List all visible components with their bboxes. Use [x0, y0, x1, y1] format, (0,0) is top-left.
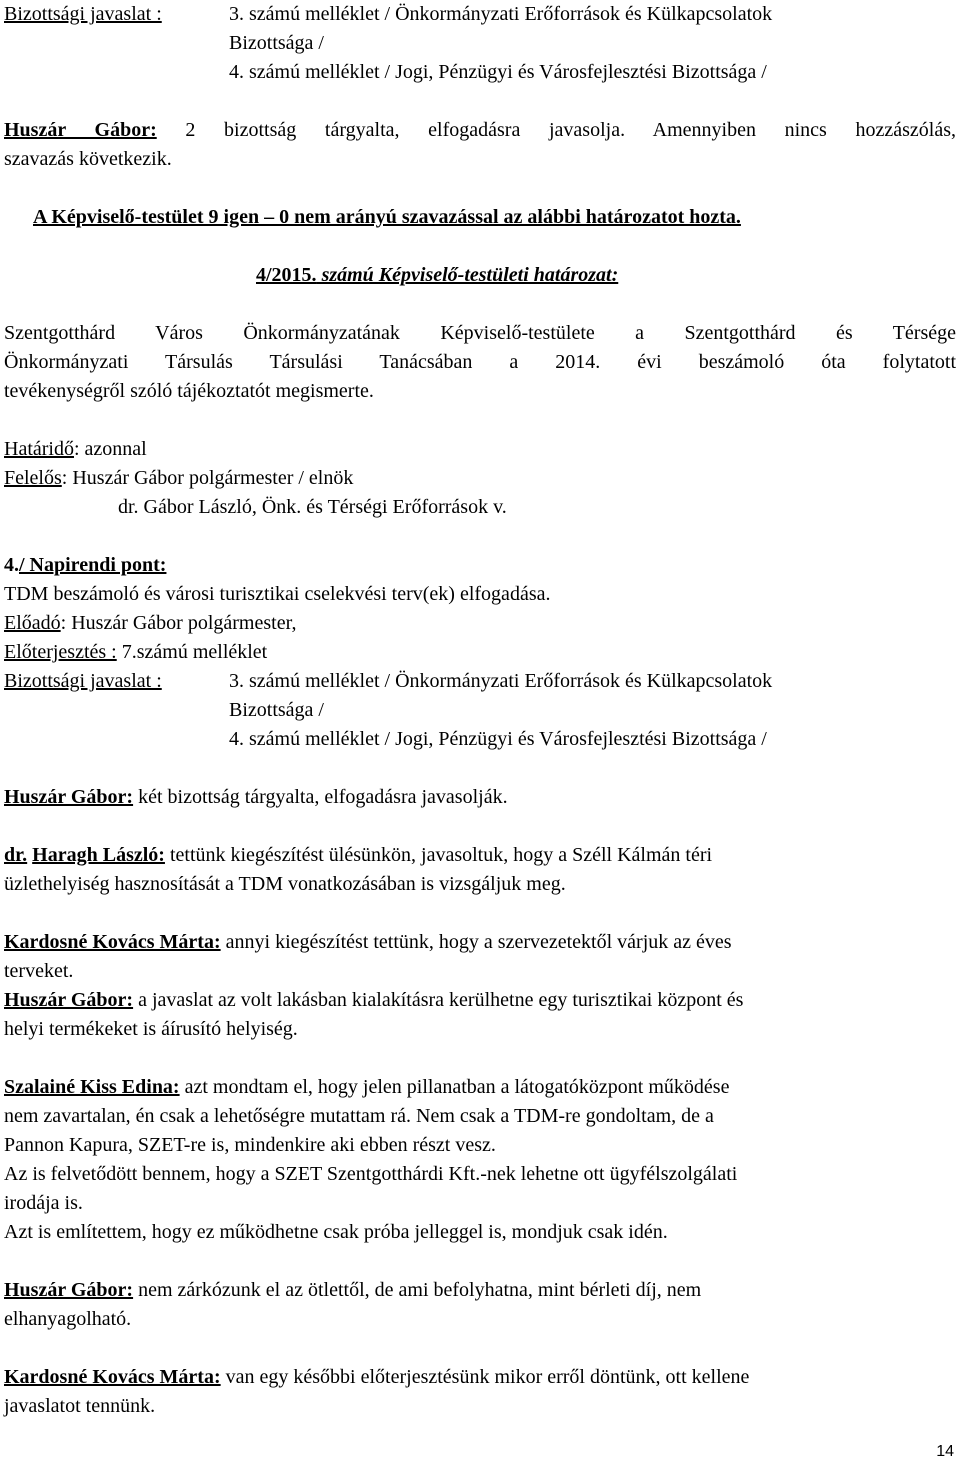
page-number: 14 [936, 1443, 954, 1460]
committee-proposal-line: 3. számú melléklet / Önkormányzati Erőforrások és Külkapcsolatok [229, 670, 773, 692]
deadline: Határidő: azonnal [4, 438, 147, 460]
speech-line: irodája is. [4, 1192, 83, 1214]
speech-paragraph: Kardosné Kovács Márta: annyi kiegészítést tettünk, hogy a szervezetektől várjuk az éves [4, 931, 732, 953]
speech-line: Azt is említettem, hogy ez működhetne csak próba jelleggel is, mondjuk csak idén. [4, 1221, 668, 1243]
speaker-name: Szalainé Kiss Edina: [4, 1076, 180, 1098]
speaker-name: Huszár Gábor: [4, 1279, 134, 1301]
resolution-text-line: tevékenységről szóló tájékoztatót megismerte. [4, 380, 374, 402]
committee-proposal-line: Bizottsága / [229, 32, 324, 54]
speaker-name: Huszár Gábor: [4, 119, 157, 141]
speech-paragraph: Kardosné Kovács Márta: van egy későbbi előterjesztésünk mikor erről döntünk, ott kellene [4, 1366, 750, 1388]
speaker-name: Huszár Gábor: [4, 786, 134, 808]
speech-paragraph: Huszár Gábor: a javaslat az volt lakásban kialakításra kerülhetne egy turisztikai központ és [4, 989, 744, 1011]
committee-proposal-label: Bizottsági javaslat : [4, 3, 162, 25]
speech-paragraph: Huszár Gábor: 2 bizottság tárgyalta, elfogadásra javasolja. Amennyiben nincs hozzászólás, [4, 119, 956, 141]
vote-result: A Képviselő-testület 9 igen – 0 nem arányú szavazással az alábbi határozatot hozta. [33, 206, 741, 228]
agenda-title: TDM beszámoló és városi turisztikai cselekvési terv(ek) elfogadása. [4, 583, 551, 605]
speech-line: Az is felvetődött bennem, hogy a SZET Szentgotthárdi Kft.-nek lehetne ott ügyfélszolgálati [4, 1163, 738, 1185]
speech-paragraph: Szalainé Kiss Edina: azt mondtam el, hogy jelen pillanatban a látogatóközpont működése [4, 1076, 730, 1098]
submission: Előterjesztés : 7.számú melléklet [4, 641, 268, 663]
speech-line: javaslatot tennünk. [4, 1395, 156, 1417]
committee-proposal-line: Bizottsága / [229, 699, 324, 721]
committee-proposal-label: Bizottsági javaslat : [4, 670, 162, 692]
agenda-heading: 4./ Napirendi pont: [4, 554, 167, 576]
speech-line: szavazás következik. [4, 148, 172, 170]
speaker-name: Kardosné Kovács Márta: [4, 1366, 221, 1388]
speech-paragraph: Huszár Gábor: két bizottság tárgyalta, elfogadásra javasolják. [4, 786, 508, 808]
speech-paragraph: Huszár Gábor: nem zárkózunk el az ötlettől, de ami befolyhatna, mint bérleti díj, nem [4, 1279, 702, 1301]
resolution-text-line: Szentgotthárd Város Önkormányzatának Képviselő-testülete a Szentgotthárd és Térsége [4, 322, 956, 344]
speech-line: Pannon Kapura, SZET-re is, mindenkire aki ebben részt vesz. [4, 1134, 496, 1156]
speech-line: helyi termékeket is áírusító helyiség. [4, 1018, 298, 1040]
speech-line: nem zavartalan, én csak a lehetőségre mutattam rá. Nem csak a TDM-re gondoltam, de a [4, 1105, 714, 1127]
speech-paragraph: dr. Haragh László: tettünk kiegészítést ülésünkön, javasoltuk, hogy a Széll Kálmán téri [4, 844, 713, 866]
speech-line: terveket. [4, 960, 74, 982]
committee-proposal-line: 4. számú melléklet / Jogi, Pénzügyi és Városfejlesztési Bizottsága / [229, 728, 767, 750]
responsible: Felelős: Huszár Gábor polgármester / elnök [4, 467, 354, 489]
speech-line: üzlethelyiség hasznosítását a TDM vonatkozásában is vizsgáljuk meg. [4, 873, 566, 895]
speaker-name: Haragh László: [32, 844, 165, 866]
resolution-title: 4/2015. számú Képviselő-testületi határozat: [256, 264, 619, 286]
committee-proposal-line: 4. számú melléklet / Jogi, Pénzügyi és Városfejlesztési Bizottsága / [229, 61, 767, 83]
speech-line: elhanyagolható. [4, 1308, 132, 1330]
speaker-name: Kardosné Kovács Márta: [4, 931, 221, 953]
responsible-secondary: dr. Gábor László, Önk. és Térségi Erőforrások v. [118, 496, 507, 518]
committee-proposal-line: 3. számú melléklet / Önkormányzati Erőforrások és Külkapcsolatok [229, 3, 773, 25]
speaker-name: Huszár Gábor: [4, 989, 134, 1011]
resolution-text-line: Önkormányzati Társulás Társulási Tanácsában a 2014. évi beszámoló óta folytatott [4, 351, 956, 373]
presenter: Előadó: Huszár Gábor polgármester, [4, 612, 297, 634]
